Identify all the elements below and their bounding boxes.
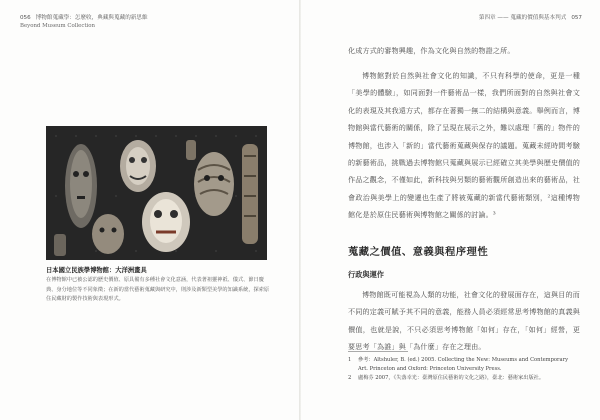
sub-heading: 行政與運作 (348, 270, 384, 279)
footnote (348, 356, 574, 373)
left-running-head (20, 14, 148, 30)
right-running-title: 第四章 —— 蒐藏的價值與基本判式 (478, 15, 567, 21)
body-paragraph-3: 博物館既可能視為人類的功能，社會文化的發展面存在，這與目的而不同的定義可賦予其不同的意義，能務人員必須經常思考博物館的真義與價值，也就是說，不只必須思考博物館「如何」存在，「如何」經營，更要思考「為誰」與「為什麼」存在之理由。 (348, 290, 580, 352)
left-page-number: 056 (20, 15, 31, 21)
left-running-subtitle: Beyond Museum Collection (20, 23, 95, 29)
footnotes (348, 356, 574, 383)
footnote-number: 2 (348, 375, 352, 382)
right-page-number: 057 (571, 15, 582, 21)
body-paragraph-1: 化成方式的審物興趣，作為文化與自然的物證之所。 (348, 46, 515, 55)
figure-photo (46, 126, 267, 260)
left-running-title: 博物館蒐藏學：怎麼收，典藏與蒐藏的新思維 (35, 15, 148, 21)
footnote-text: 盧梅芬 2007，《失落幸光：臺灣原住民藝術的文化之路》，臺北：藝術家出版社。 (358, 375, 545, 382)
body-paragraph-2: 博物館對於自然與社會文化的知識，不只有科學的使命，更是一種「美學的體驗」，如同面對一件藝術品一樣，我們所面對的自然與社會文化的表現及其我遠方式，都存在著獨一無二的結構與意義。舉例而言，博物館與當代藝術的關係，除了呈現在展示之外，難以處理「舊的」物件的博物館，也涉入「新的」當代藝術蒐藏與保存的議題。蒐藏未經時間考驗的新藝術品，挑戰過去博物館只蒐藏與展示已經確立其美學與歷史價值的作品之觀念，不僅如此，新科技與另類的藝術觀所創造出來的藝術品，社會政治與美學上的變遷也生產了將被蒐藏的新當代藝術類別，²這種博物館化是於原住民藝術與博物館之關係的討論。³ (348, 71, 580, 220)
footnote-rule (348, 351, 408, 352)
section-heading: 蒐藏之價值、意義與程序理性 (348, 246, 489, 258)
footnote-text: 參考：Altshuler, B. (ed.) 2005. Collecting the New: Museums and Contemporary Art. Princeton and Oxford: Princeton University Press. (358, 357, 569, 372)
footnote (348, 374, 574, 383)
figure-caption (46, 266, 274, 305)
figure-caption-title: 日本國立民族學博物館：大洋洲畫具 (46, 267, 147, 274)
right-running-head (479, 14, 582, 22)
masks-illustration (46, 126, 267, 260)
figure-caption-body: 在博物館中已被公認的歷史價值、原具備有多種社會文化意涵，代表著祖靈神祇、儀式、節日慶典、身分地位等不同象徵；在新的當代藝術蒐藏與研究中，則涉及新類型美學的知識系統，探索原住民藏財的製作技術與表現形式。 (46, 277, 270, 302)
footnote-number: 1 (348, 357, 352, 363)
